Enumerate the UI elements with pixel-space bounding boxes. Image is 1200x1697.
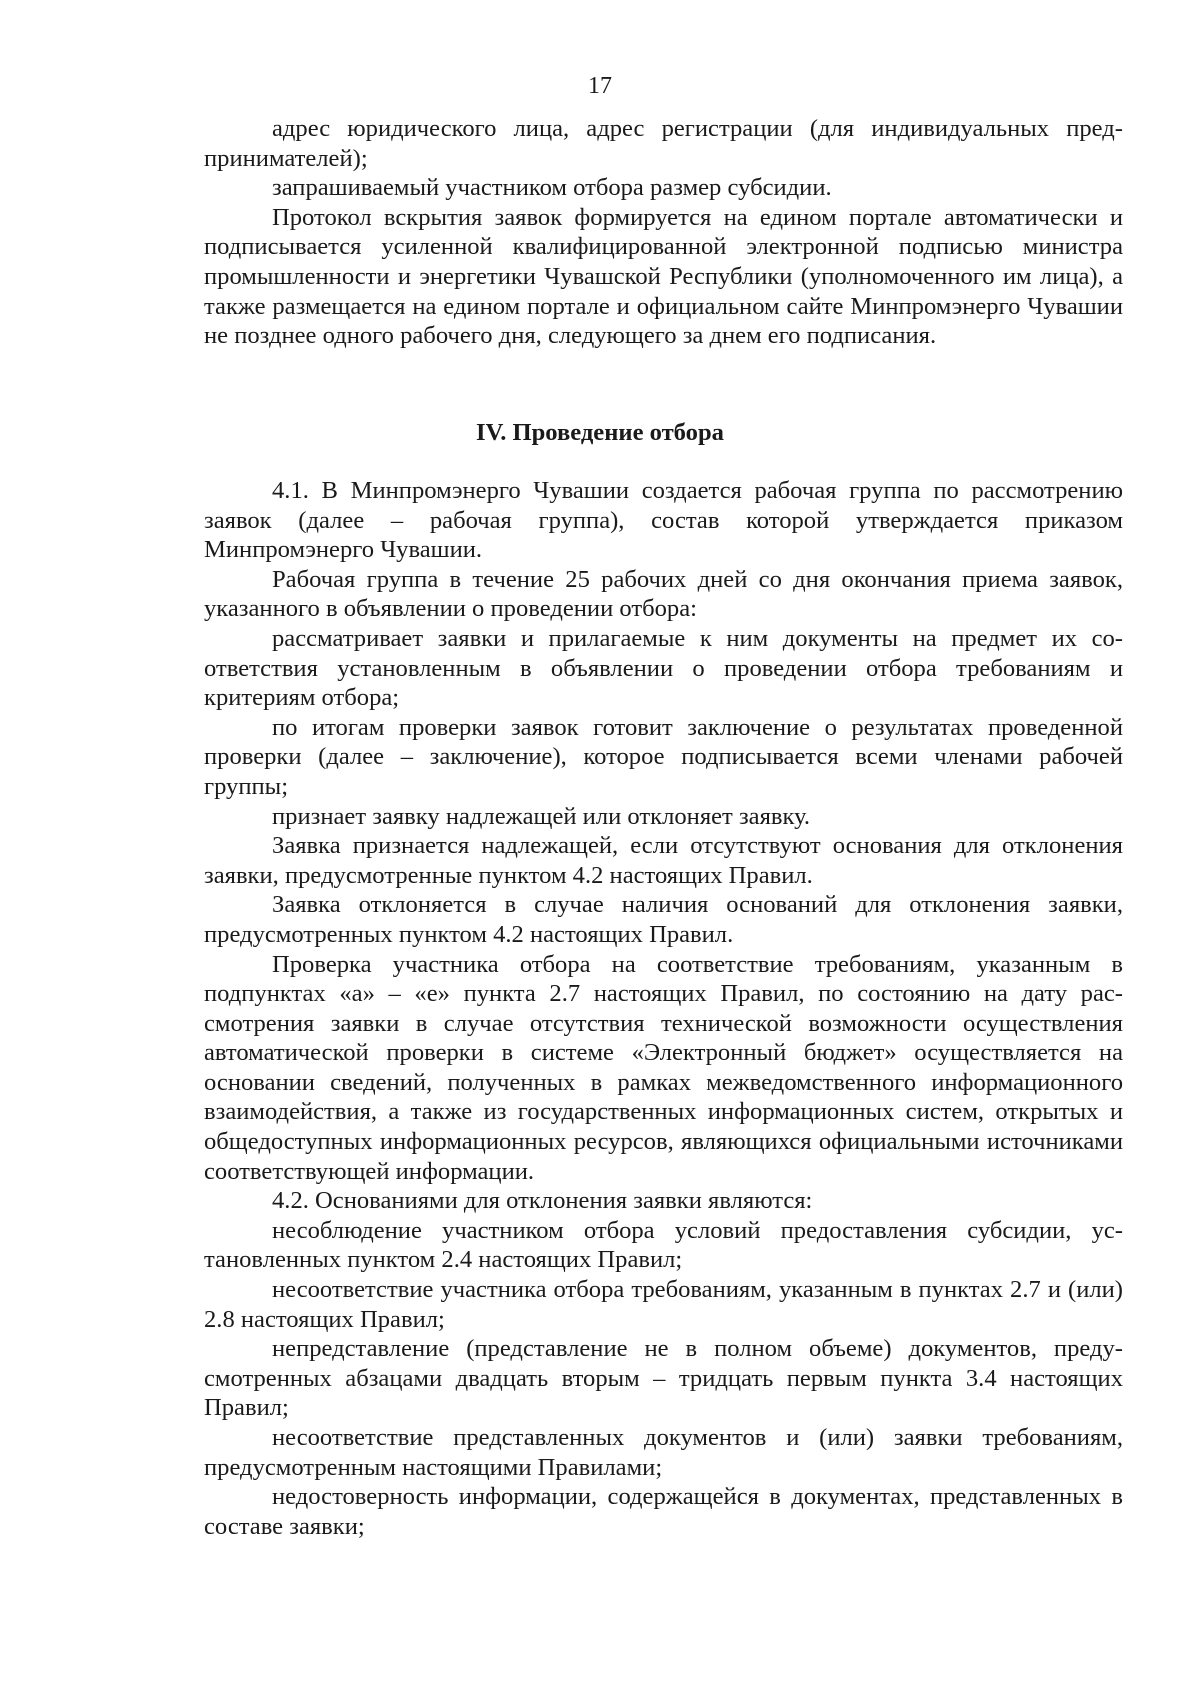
paragraph: рассматривает заявки и прилагаемые к ним документы на предмет их соответствия установленным в объявлении о проведении отбора требованиям и критериям отбора;: [204, 624, 1123, 712]
paragraph: недостоверность информации, содержащейся в документах, представленных в составе заявки;: [204, 1483, 1123, 1540]
paragraph: несоблюдение участником отбора условий предоставления субсидии, установленных пунктом 2.4 настоящих Правил;: [204, 1216, 1123, 1274]
text-block-protocol: [204, 114, 1123, 351]
paragraph: несоответствие участника отбора требованиям, указанным в пунктах 2.7 и (или) 2.8 настоящих Правил;: [204, 1276, 1123, 1333]
paragraph: Рабочая группа в течение 25 рабочих дней со дня окончания приема заявок, указанного в объявлении о проведении отбора:: [204, 565, 1123, 623]
paragraph: непредставление (представление не в полном объеме) документов, предусмотренных абзацами двадцать вторым – тридцать первым пункта 3.4 настоящих Правил;: [204, 1335, 1123, 1422]
paragraph: несоответствие представленных документов и (или) заявки требованиям, предусмотренным настоящими Правилами;: [204, 1424, 1123, 1481]
paragraph: Заявка отклоняется в случае наличия оснований для отклонения заявки, предусмотренных пунктом 4.2 настоящих Правил.: [204, 891, 1123, 948]
paragraph: 4.1. В Минпромэнерго Чувашии создается рабочая группа по рассмотрению заявок (далее – рабочая группа), состав которой утверждается приказом Минпромэнерго Чувашии.: [204, 477, 1123, 564]
paragraph: Заявка признается надлежащей, если отсутствуют основания для отклонения заявки, предусмотренные пунктом 4.2 настоящих Правил.: [204, 832, 1123, 889]
section-heading: IV. Проведение отбора: [476, 419, 724, 446]
paragraph: Проверка участника отбора на соответствие требованиям, указанным в подпунктах «а» – «е» пункта 2.7 настоящих Правил, по состоянию на дату рассмотрения заявки в случае отсутствия технической возможности осуществления автоматической проверки в системе «Электронный бюджет» осуществляется на основании сведений, полученных в рамках межведомственного информационного взаимодействия, а также из государственных информационных систем, открытых и общедоступных информационных ресурсов, являющихся официальными источниками соответствующей информации.: [204, 950, 1123, 1185]
paragraph: признает заявку надлежащей или отклоняет заявку.: [272, 802, 811, 830]
paragraph: адрес юридического лица, адрес регистрации (для индивидуальных предпринимателей);: [204, 115, 1123, 172]
paragraph: 4.2. Основаниями для отклонения заявки являются:: [272, 1187, 813, 1215]
paragraph: Протокол вскрытия заявок формируется на едином портале автоматически и подписывается усиленной квалифицированной электронной подписью министра промышленности и энергетики Чувашской Республики (уполномоченного им лица), а также размещается на едином портале и официальном сайте Минпромэнерго Чувашии не позднее одного рабочего дня, следующего за днем его подписания.: [204, 203, 1123, 350]
paragraph: запрашиваемый участником отбора размер субсидии.: [272, 174, 832, 202]
paragraph: по итогам проверки заявок готовит заключение о результатах проведенной проверки (далее – заключение), которое подписывается всеми членами рабочей группы;: [204, 713, 1123, 800]
text-block-selection: [204, 476, 1123, 1541]
page-number: 17: [588, 73, 612, 99]
